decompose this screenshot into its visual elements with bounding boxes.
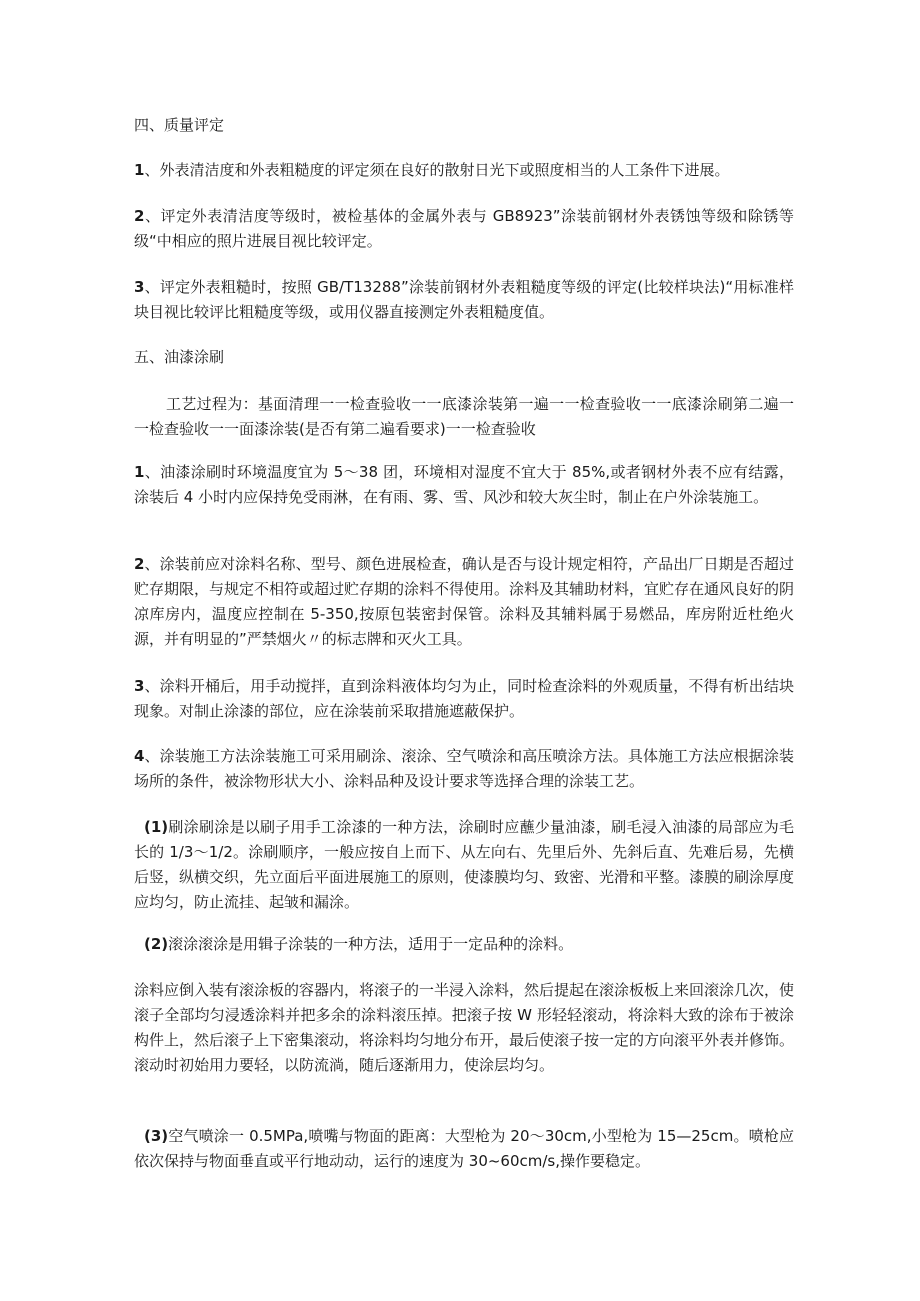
item-number: (3) bbox=[144, 1127, 169, 1145]
item-number: 3 bbox=[134, 677, 145, 695]
section5-item-1 bbox=[134, 460, 794, 510]
item-text: 空气喷涂一 0.5MPa,喷嘴与物面的距离：大型枪为 20～30cm,小型枪为 15—25cm。喷枪应依次保持与物面垂直或平行地动动，运行的速度为 30~60cm/s,操作要稳定。 bbox=[134, 1127, 794, 1170]
item-text: 、评定外表粗糙时，按照 GB/T13288”涂装前钢材外表粗糙度等级的评定(比较样块法)“用标准样块目视比较评比粗糙度等级，或用仪器直接测定外表粗糙度值。 bbox=[134, 278, 794, 321]
sub-item-2 bbox=[134, 932, 794, 957]
sub-item-1 bbox=[134, 815, 794, 915]
item-text: 、外表清洁度和外表粗糙度的评定须在良好的散射日光下或照度相当的人工条件下进展。 bbox=[144, 161, 730, 179]
item-text: 、涂装前应对涂料名称、型号、颜色进展检查，确认是否与设计规定相符，产品出厂日期是否超过贮存期限，与规定不相符或超过贮存期的涂料不得使用。涂料及其辅助材料，宜贮存在通风良好的阴凉库房内，温度应控制在 5-350,按原包装密封保管。涂料及其辅料属于易燃品，库房附近杜绝火源，并有明显的”严禁烟火〃的标志牌和灭火工具。 bbox=[134, 555, 795, 648]
process-paragraph: 工艺过程为：基面清理一一检查验收一一底漆涂装第一遍一一检查验收一一底漆涂刷第二遍一一检查验收一一面漆涂装(是否有第二遍看要求)一一检查验收 bbox=[134, 395, 794, 438]
item-text: 、涂料开桶后，用手动搅拌，直到涂料液体均匀为止，同时检查涂料的外观质量，不得有析出结块现象。对制止涂漆的部位，应在涂装前采取措施遮蔽保护。 bbox=[134, 677, 794, 720]
item-text: 滚涂滚涂是用辑子涂装的一种方法，适用于一定品种的涂料。 bbox=[168, 935, 574, 953]
item-number: 2 bbox=[134, 207, 145, 225]
item-text: 刷涂刷涂是以刷子用手工涂漆的一种方法，涂刷时应蘸少量油漆，刷毛浸入油漆的局部应为毛长的 1/3～1/2。涂刷顺序，一般应按自上而下、从左向右、先里后外、先斜后直、先难后易，先横后竖，纵横交织，先立面后平面进展施工的原则，使漆膜均匀、致密、光滑和平整。漆膜的刷涂厚度应均匀，防止流挂、起皱和漏涂。 bbox=[134, 818, 795, 911]
item-number: (1) bbox=[144, 818, 169, 836]
item-text: 、涂装施工方法涂装施工可采用刷涂、滚涂、空气喷涂和高压喷涂方法。具体施工方法应根据涂装场所的条件，被涂物形状大小、涂料品种及设计要求等选择合理的涂装工艺。 bbox=[134, 747, 794, 790]
item-text: 、油漆涂刷时环境温度宜为 5～38 团，环境相对湿度不宜大于 85%,或者钢材外表不应有结露，涂装后 4 小时内应保持免受雨淋，在有雨、雾、雪、风沙和较大灰尘时，制止在户外涂装施工。 bbox=[134, 463, 794, 506]
roller-paragraph: 涂料应倒入装有滚涂板的容器内，将滚子的一半浸入涂料，然后提起在滚涂板板上来回滚涂几次，使滚子全部均匀浸透涂料并把多余的涂料滚压掉。把滚子按 W 形轻轻滚动，将涂料大致的涂布于被涂构件上，然后滚子上下密集滚动，将涂料均匀地分布开，最后使滚子按一定的方向滚平外表并修饰。滚动时初始用力要轻，以防流淌，随后逐渐用力，使涂层均匀。 bbox=[134, 981, 795, 1074]
item-number: 3 bbox=[134, 278, 145, 296]
item-number: 1 bbox=[134, 161, 145, 179]
section5-item-4 bbox=[134, 744, 794, 794]
section4-heading: 四、质量评定 bbox=[134, 116, 225, 134]
sub-item-3 bbox=[134, 1124, 794, 1174]
section5-heading: 五、油漆涂刷 bbox=[134, 348, 225, 366]
section5-item-3 bbox=[134, 674, 794, 724]
section4-item-2 bbox=[134, 204, 794, 254]
item-text: 、评定外表清洁度等级时，被检基体的金属外表与 GB8923”涂装前钢材外表锈蚀等级和除锈等级“中相应的照片进展目视比较评定。 bbox=[134, 207, 794, 250]
item-number: 2 bbox=[134, 555, 145, 573]
section5-item-2 bbox=[134, 552, 794, 652]
item-number: 1 bbox=[134, 463, 145, 481]
section4-item-1 bbox=[134, 158, 794, 183]
section4-item-3 bbox=[134, 275, 794, 325]
item-number: 4 bbox=[134, 747, 145, 765]
item-number: (2) bbox=[144, 935, 169, 953]
